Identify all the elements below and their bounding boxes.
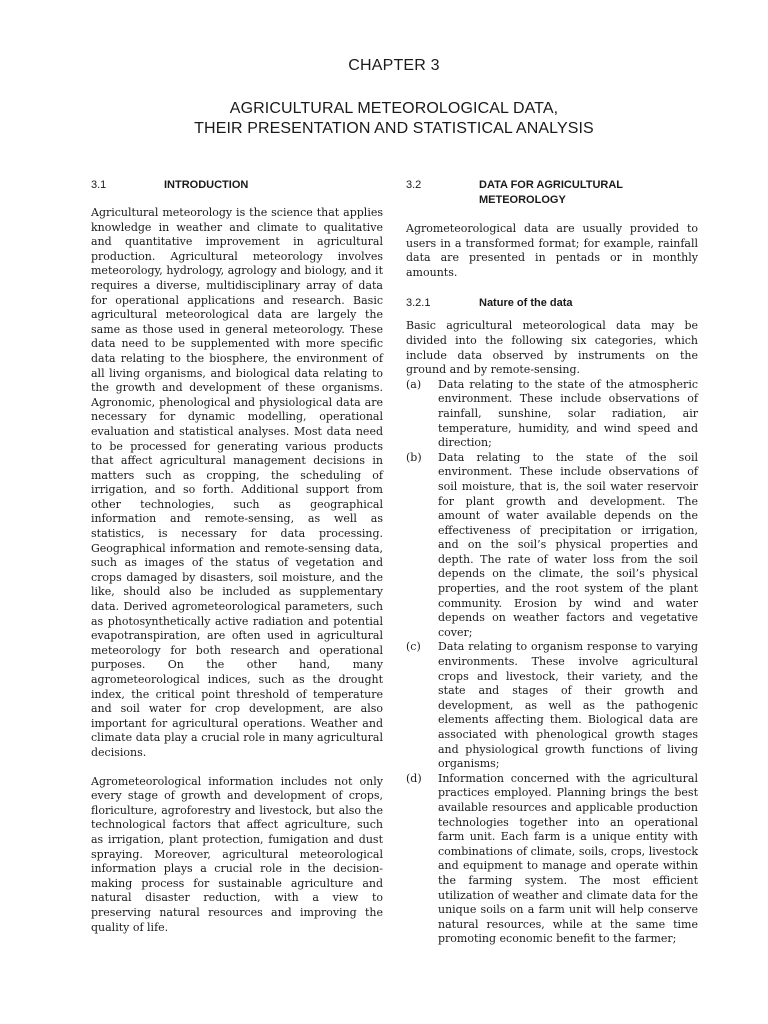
section-title-line1: DATA FOR AGRICULTURAL: [479, 179, 623, 191]
list-item: [406, 640, 698, 771]
list-label: (d): [406, 771, 422, 785]
chapter-title: [0, 99, 768, 139]
section-heading-data: [406, 178, 698, 208]
chapter-title-line1: AGRICULTURAL METEOROLOGICAL DATA,: [229, 100, 559, 117]
subsection-number: 3.2.1: [406, 297, 431, 310]
list-text: Data relating to the state of the atmospheric environment. These include observations of rainfall, sunshine, solar radiation, air temperature, humidity, and wind speed and direction;: [438, 377, 698, 450]
chapter-label: CHAPTER 3: [348, 57, 440, 74]
chapter-title-line2: THEIR PRESENTATION AND STATISTICAL ANALYSIS: [194, 120, 594, 137]
paragraph: Basic agricultural meteorological data may be divided into the following six categories, which include data observed by instruments on the ground and by remote-sensing.: [406, 319, 698, 377]
section-heading-introduction: [91, 178, 383, 193]
list-item: [406, 451, 698, 641]
list-item: [406, 772, 698, 947]
section-title-line2: METEOROLOGY: [479, 194, 566, 206]
list-text: Data relating to organism response to varying environments. These involve agricultural crops and livestock, their variety, and the state and stages of their growth and development, as well as the pathogenic elements affecting them. Biological data are associated with phenological growth stages and physiological growth functions of living organisms;: [438, 640, 698, 771]
paragraph: Agrometeorological information includes not only every stage of growth and development of crops, floriculture, agroforestry and livestock, but also the technological factors that affect agriculture, such as irrigation, plant protection, fumigation and dust spraying. Moreover, agricultural meteorological information plays a crucial role in the decision-making process for sustainable agriculture and natural disaster reduction, with a view to preserving natural resources and improving the quality of life.: [91, 774, 383, 934]
paragraph: Agrometeorological data are usually provided to users in a transformed format; for example, rainfall data are presented in pentads or in monthly amounts.: [406, 222, 698, 279]
section-title: [479, 178, 623, 208]
list-label: (b): [406, 450, 422, 464]
section-number: 3.2: [406, 179, 422, 191]
list-text: Information concerned with the agricultural practices employed. Planning brings the best available resources and applicable production technologies together into an operational farm unit. Each farm is a unique entity with combinations of climate, soils, crops, livestock and equipment to manage and operate within the farming system. The most efficient utilization of weather and climate data for the unique soils on a farm unit will help conserve natural resources, while at the same time promoting economic benefit to the farmer;: [438, 771, 698, 946]
section-title: INTRODUCTION: [164, 179, 249, 191]
right-column: [406, 178, 698, 947]
list-text: Data relating to the state of the soil environment. These include observations of soil moisture, that is, the soil water reservoir for plant growth and development. The amount of water available depends on the effectiveness of precipitation or irrigation, and on the soil’s physical properties and depth. The rate of water loss from the soil depends on the climate, the soil’s physical properties, and the root system of the plant community. Erosion by wind and water depends on weather factors and vegetative cover;: [438, 450, 698, 639]
paragraph: Agricultural meteorology is the science that applies knowledge in weather and climate to qualitative and quantitative improvement in agricultural production. Agricultural meteorology involves meteorology, hydrology, agrology and biology, and it requires a diverse, multidisciplinary array of data for operational applications and research. Basic agricultural meteorological data are largely the same as those used in general meteorology. These data need to be supplemented with more specific data relating to the biosphere, the environment of all living organisms, and biological data relating to the growth and development of these organisms. Agronomic, phenological and physiological data are necessary for dynamic modelling, operational evaluation and statistical analyses. Most data need to be processed for generating various products that affect agricultural management decisions in matters such as cropping, the scheduling of irrigation, and so forth. Additional support from other technologies, such as geographical information and remote-sensing, as well as statistics, is necessary for data processing. Geographical information and remote-sensing data, such as images of the status of vegetation and crops damaged by disasters, soil moisture, and the like, should also be included as supplementary data. Derived agrometeorological parameters, such as photosynthetically active radiation and potential evapotranspiration, are often used in agricultural meteorology for both research and operational purposes. On the other hand, many agrometeorological indices, such as the drought index, the critical point threshold of temperature and soil water for crop development, are also important for agricultural operations. Weather and climate data play a crucial role in many agricultural decisions.: [91, 206, 383, 759]
list-label: (a): [406, 377, 422, 391]
subsection-title: Nature of the data: [479, 297, 573, 310]
list-label: (c): [406, 640, 421, 654]
left-column: [91, 178, 383, 935]
subsection-heading: [406, 296, 698, 311]
section-number: 3.1: [91, 179, 107, 191]
list-item: [406, 378, 698, 451]
